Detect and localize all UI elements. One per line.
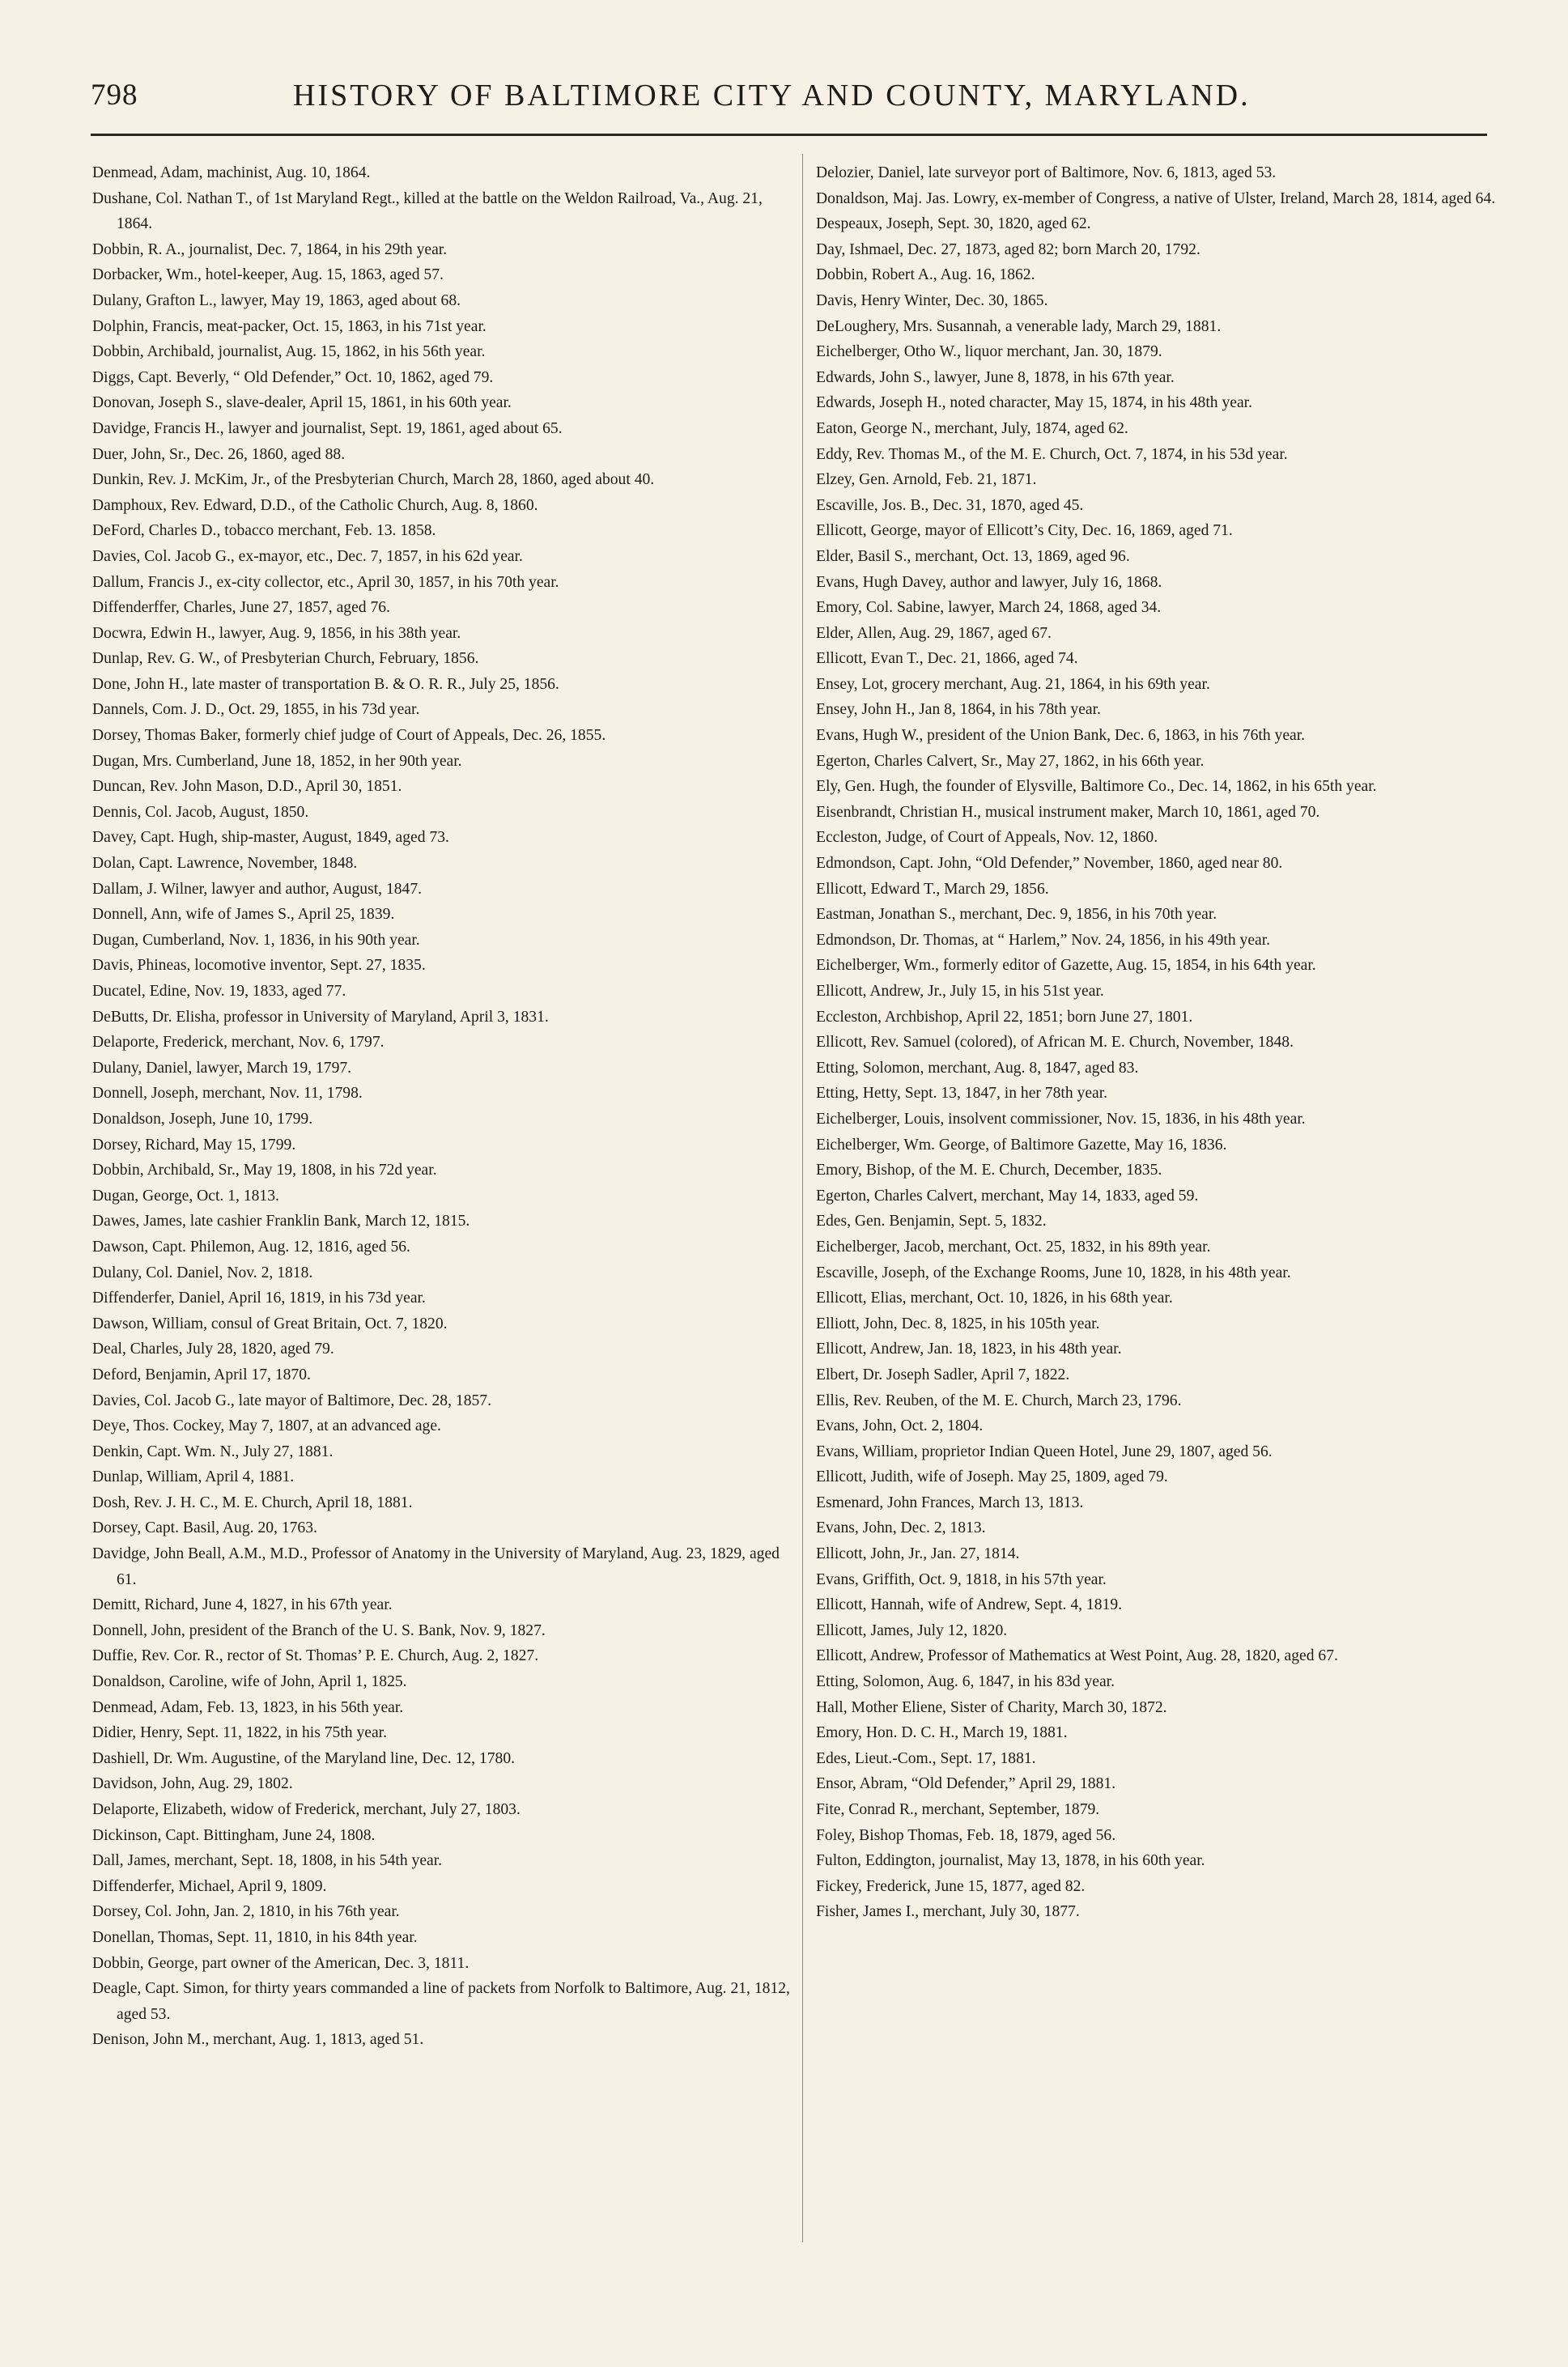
obituary-entry: Donnell, John, president of the Branch of the U. S. Bank, Nov. 9, 1827. [92, 1621, 546, 1639]
obituary-entry: Eccleston, Archbishop, April 22, 1851; born June 27, 1801. [816, 1008, 1193, 1026]
obituary-entry: Davis, Phineas, locomotive inventor, Sept. 27, 1835. [92, 957, 426, 975]
obituary-entry: Denison, John M., merchant, Aug. 1, 1813, aged 51. [92, 2031, 424, 2049]
right-column [816, 160, 1519, 1925]
obituary-entry: Edes, Lieut.-Com., Sept. 17, 1881. [816, 1749, 1036, 1767]
obituary-entry: Dugan, George, Oct. 1, 1813. [92, 1187, 279, 1205]
obituary-entry: Dawson, Capt. Philemon, Aug. 12, 1816, aged 56. [92, 1238, 410, 1256]
obituary-entry: Donaldson, Caroline, wife of John, April 1, 1825. [92, 1673, 407, 1691]
obituary-entry: Deford, Benjamin, April 17, 1870. [92, 1366, 311, 1383]
obituary-entry: Ensor, Abram, “Old Defender,” April 29, 1881. [816, 1775, 1116, 1793]
obituary-entry: Eichelberger, Wm., formerly editor of Gazette, Aug. 15, 1854, in his 64th year. [816, 957, 1316, 975]
obituary-entry: Edes, Gen. Benjamin, Sept. 5, 1832. [816, 1213, 1047, 1230]
obituary-entry: Delaporte, Elizabeth, widow of Frederick, merchant, July 27, 1803. [92, 1801, 521, 1818]
column-divider [802, 154, 803, 2242]
obituary-entry: Evans, Hugh W., president of the Union Bank, Dec. 6, 1863, in his 76th year. [816, 727, 1306, 745]
obituary-entry: Eaton, George N., merchant, July, 1874, aged 62. [816, 419, 1128, 437]
obituary-entry: Elliott, John, Dec. 8, 1825, in his 105th year. [816, 1315, 1100, 1332]
obituary-entry: Elder, Basil S., merchant, Oct. 13, 1869, aged 96. [816, 547, 1130, 565]
obituary-entry: Foley, Bishop Thomas, Feb. 18, 1879, aged 56. [816, 1826, 1116, 1844]
obituary-entry: Denmead, Adam, machinist, Aug. 10, 1864. [92, 164, 371, 181]
obituary-entry: Fite, Conrad R., merchant, September, 1879. [816, 1801, 1100, 1818]
obituary-entry: Dannels, Com. J. D., Oct. 29, 1855, in his 73d year. [92, 701, 420, 719]
obituary-entry: Donellan, Thomas, Sept. 11, 1810, in his 84th year. [92, 1928, 418, 1946]
obituary-entry: Dugan, Cumberland, Nov. 1, 1836, in his 90th year. [92, 931, 420, 949]
obituary-entry: Ellicott, Andrew, Professor of Mathematics at West Point, Aug. 28, 1820, aged 67. [816, 1647, 1338, 1665]
obituary-entry: Donaldson, Joseph, June 10, 1799. [92, 1110, 313, 1128]
obituary-entry: Edwards, Joseph H., noted character, May 15, 1874, in his 48th year. [816, 394, 1253, 412]
obituary-entry: Deagle, Capt. Simon, for thirty years commanded a line of packets from Norfolk to Baltimore, Aug. 21, 1812, aged 53. [92, 1980, 790, 2023]
obituary-entry: Eastman, Jonathan S., merchant, Dec. 9, 1856, in his 70th year. [816, 906, 1217, 924]
obituary-entry: Dickinson, Capt. Bittingham, June 24, 1808. [92, 1826, 376, 1844]
obituary-entry: Ellicott, James, July 12, 1820. [816, 1621, 1008, 1639]
obituary-entry: Denkin, Capt. Wm. N., July 27, 1881. [92, 1443, 334, 1460]
obituary-entry: Elder, Allen, Aug. 29, 1867, aged 67. [816, 624, 1052, 642]
obituary-entry: Davis, Henry Winter, Dec. 30, 1865. [816, 291, 1048, 309]
obituary-entry: Diggs, Capt. Beverly, “ Old Defender,” Oct. 10, 1862, aged 79. [92, 368, 494, 386]
obituary-entry: DeFord, Charles D., tobacco merchant, Feb. 13. 1858. [92, 522, 436, 540]
obituary-entry: Etting, Solomon, merchant, Aug. 8, 1847, aged 83. [816, 1059, 1139, 1077]
obituary-entry: Davidge, Francis H., lawyer and journalist, Sept. 19, 1861, aged about 65. [92, 419, 563, 437]
obituary-entry: Dobbin, George, part owner of the American, Dec. 3, 1811. [92, 1954, 470, 1972]
obituary-entry: Diffenderfer, Michael, April 9, 1809. [92, 1877, 327, 1895]
obituary-entry: Docwra, Edwin H., lawyer, Aug. 9, 1856, in his 38th year. [92, 624, 461, 642]
obituary-entry: Dorsey, Richard, May 15, 1799. [92, 1136, 296, 1154]
obituary-entry: Demitt, Richard, June 4, 1827, in his 67th year. [92, 1596, 393, 1614]
obituary-entry: Davies, Col. Jacob G., late mayor of Baltimore, Dec. 28, 1857. [92, 1392, 491, 1409]
obituary-entry: Evans, John, Dec. 2, 1813. [816, 1519, 986, 1537]
obituary-entry: Dorbacker, Wm., hotel-keeper, Aug. 15, 1863, aged 57. [92, 266, 444, 284]
obituary-entry: Esmenard, John Frances, March 13, 1813. [816, 1494, 1084, 1511]
obituary-entry: Egerton, Charles Calvert, Sr., May 27, 1862, in his 66th year. [816, 752, 1205, 770]
obituary-entry: Etting, Hetty, Sept. 13, 1847, in her 78th year. [816, 1085, 1108, 1103]
obituary-entry: Dugan, Mrs. Cumberland, June 18, 1852, in her 90th year. [92, 752, 462, 770]
obituary-entry: Ellicott, Andrew, Jan. 18, 1823, in his 48th year. [816, 1341, 1122, 1358]
obituary-entry: Donovan, Joseph S., slave-dealer, April 15, 1861, in his 60th year. [92, 394, 512, 412]
obituary-entry: Ellicott, Edward T., March 29, 1856. [816, 880, 1049, 898]
obituary-entry: Fulton, Eddington, journalist, May 13, 1878, in his 60th year. [816, 1852, 1205, 1870]
obituary-entry: Dorsey, Capt. Basil, Aug. 20, 1763. [92, 1519, 317, 1537]
obituary-entry: Delozier, Daniel, late surveyor port of Baltimore, Nov. 6, 1813, aged 53. [816, 164, 1277, 181]
obituary-entry: Dunlap, Rev. G. W., of Presbyterian Church, February, 1856. [92, 650, 479, 668]
obituary-entry: Duffie, Rev. Cor. R., rector of St. Thomas’ P. E. Church, Aug. 2, 1827. [92, 1647, 539, 1665]
obituary-entry: Deal, Charles, July 28, 1820, aged 79. [92, 1341, 334, 1358]
obituary-entry: Escaville, Joseph, of the Exchange Rooms, June 10, 1828, in his 48th year. [816, 1264, 1291, 1281]
obituary-entry: Dobbin, Robert A., Aug. 16, 1862. [816, 266, 1035, 284]
obituary-entry: Denmead, Adam, Feb. 13, 1823, in his 56th year. [92, 1698, 404, 1716]
obituary-entry: Dolphin, Francis, meat-packer, Oct. 15, 1863, in his 71st year. [92, 317, 487, 335]
obituary-entry: Dulany, Daniel, lawyer, March 19, 1797. [92, 1059, 352, 1077]
obituary-entry: Davidson, John, Aug. 29, 1802. [92, 1775, 293, 1793]
obituary-entry: Elbert, Dr. Joseph Sadler, April 7, 1822. [816, 1366, 1070, 1383]
obituary-entry: Diffenderffer, Charles, June 27, 1857, aged 76. [92, 599, 390, 617]
obituary-entry: Escaville, Jos. B., Dec. 31, 1870, aged 45. [816, 496, 1084, 514]
obituary-entry: Dobbin, Archibald, journalist, Aug. 15, 1862, in his 56th year. [92, 343, 486, 361]
obituary-entry: Evans, Hugh Davey, author and lawyer, July 16, 1868. [816, 573, 1162, 591]
obituary-entry: Duncan, Rev. John Mason, D.D., April 30, 1851. [92, 778, 402, 796]
obituary-entry: Ensey, Lot, grocery merchant, Aug. 21, 1864, in his 69th year. [816, 675, 1210, 693]
obituary-entry: Dorsey, Col. John, Jan. 2, 1810, in his 76th year. [92, 1903, 400, 1921]
header-rule [91, 134, 1487, 136]
obituary-entry: Evans, William, proprietor Indian Queen Hotel, June 29, 1807, aged 56. [816, 1443, 1273, 1460]
obituary-entry: Eichelberger, Louis, insolvent commissioner, Nov. 15, 1836, in his 48th year. [816, 1110, 1306, 1128]
obituary-entry: Dosh, Rev. J. H. C., M. E. Church, April 18, 1881. [92, 1494, 413, 1511]
obituary-entry: Dallam, J. Wilner, lawyer and author, August, 1847. [92, 880, 423, 898]
page-number: 798 [91, 79, 138, 112]
obituary-entry: Dunlap, William, April 4, 1881. [92, 1468, 295, 1486]
obituary-entry: Donaldson, Maj. Jas. Lowry, ex-member of Congress, a native of Ulster, Ireland, March 28, 1814, aged 64. [816, 189, 1496, 207]
obituary-entry: Eichelberger, Jacob, merchant, Oct. 25, 1832, in his 89th year. [816, 1238, 1211, 1256]
obituary-entry: Damphoux, Rev. Edward, D.D., of the Catholic Church, Aug. 8, 1860. [92, 496, 538, 514]
obituary-entry: Ellicott, Elias, merchant, Oct. 10, 1826, in his 68th year. [816, 1290, 1173, 1307]
obituary-entry: Ensey, John H., Jan 8, 1864, in his 78th year. [816, 701, 1101, 719]
obituary-entry: Despeaux, Joseph, Sept. 30, 1820, aged 62. [816, 215, 1091, 233]
obituary-entry: Dulany, Col. Daniel, Nov. 2, 1818. [92, 1264, 313, 1281]
obituary-entry: Ellicott, Andrew, Jr., July 15, in his 51st year. [816, 983, 1104, 1000]
obituary-entry: Delaporte, Frederick, merchant, Nov. 6, 1797. [92, 1034, 385, 1052]
obituary-entry: Emory, Hon. D. C. H., March 19, 1881. [816, 1724, 1068, 1742]
obituary-entry: DeButts, Dr. Elisha, professor in University of Maryland, April 3, 1831. [92, 1008, 549, 1026]
obituary-entry: Elzey, Gen. Arnold, Feb. 21, 1871. [816, 471, 1037, 489]
running-title: HISTORY OF BALTIMORE CITY AND COUNTY, MARYLAND. [293, 79, 1251, 113]
obituary-entry: Dulany, Grafton L., lawyer, May 19, 1863, aged about 68. [92, 291, 461, 309]
obituary-entry: Day, Ishmael, Dec. 27, 1873, aged 82; born March 20, 1792. [816, 240, 1200, 258]
obituary-entry: Fisher, James I., merchant, July 30, 1877. [816, 1903, 1080, 1921]
obituary-entry: Hall, Mother Eliene, Sister of Charity, March 30, 1872. [816, 1698, 1167, 1716]
obituary-entry: Davidge, John Beall, A.M., M.D., Professor of Anatomy in the University of Maryland, Aug. 23, 1829, aged 61. [92, 1545, 780, 1588]
obituary-entry: Eccleston, Judge, of Court of Appeals, Nov. 12, 1860. [816, 829, 1158, 847]
obituary-entry: Donnell, Joseph, merchant, Nov. 11, 1798. [92, 1085, 363, 1103]
obituary-entry: Dolan, Capt. Lawrence, November, 1848. [92, 855, 358, 873]
obituary-entry: Diffenderfer, Daniel, April 16, 1819, in his 73d year. [92, 1290, 426, 1307]
obituary-entry: Ellicott, Rev. Samuel (colored), of African M. E. Church, November, 1848. [816, 1034, 1294, 1052]
obituary-entry: Fickey, Frederick, June 15, 1877, aged 82. [816, 1877, 1086, 1895]
obituary-entry: Dobbin, Archibald, Sr., May 19, 1808, in his 72d year. [92, 1162, 437, 1179]
obituary-entry: Dorsey, Thomas Baker, formerly chief judge of Court of Appeals, Dec. 26, 1855. [92, 727, 606, 745]
obituary-entry: Dallum, Francis J., ex-city collector, etc., April 30, 1857, in his 70th year. [92, 573, 559, 591]
obituary-entry: Ducatel, Edine, Nov. 19, 1833, aged 77. [92, 983, 346, 1000]
obituary-entry: Davies, Col. Jacob G., ex-mayor, etc., Dec. 7, 1857, in his 62d year. [92, 547, 523, 565]
obituary-entry: Edmondson, Capt. John, “Old Defender,” November, 1860, aged near 80. [816, 855, 1283, 873]
obituary-entry: Edmondson, Dr. Thomas, at “ Harlem,” Nov. 24, 1856, in his 49th year. [816, 931, 1271, 949]
obituary-entry: Dunkin, Rev. J. McKim, Jr., of the Presbyterian Church, March 28, 1860, aged about 40. [92, 471, 655, 489]
obituary-entry: Done, John H., late master of transportation B. & O. R. R., July 25, 1856. [92, 675, 559, 693]
obituary-entry: Dennis, Col. Jacob, August, 1850. [92, 803, 309, 821]
obituary-entry: Ellicott, Evan T., Dec. 21, 1866, aged 74. [816, 650, 1078, 668]
obituary-entry: Dawson, William, consul of Great Britain, Oct. 7, 1820. [92, 1315, 448, 1332]
obituary-entry: Dushane, Col. Nathan T., of 1st Maryland Regt., killed at the battle on the Weldon Railroad, Va., Aug. 21, 1864. [92, 189, 763, 233]
obituary-entry: Emory, Bishop, of the M. E. Church, December, 1835. [816, 1162, 1162, 1179]
obituary-entry: Dall, James, merchant, Sept. 18, 1808, in his 54th year. [92, 1852, 443, 1870]
left-column [92, 160, 793, 2053]
obituary-entry: Eddy, Rev. Thomas M., of the M. E. Church, Oct. 7, 1874, in his 53d year. [816, 445, 1288, 463]
obituary-entry: Eichelberger, Otho W., liquor merchant, Jan. 30, 1879. [816, 343, 1162, 361]
obituary-entry: Ellicott, George, mayor of Ellicott’s City, Dec. 16, 1869, aged 71. [816, 522, 1233, 540]
obituary-entry: Ellis, Rev. Reuben, of the M. E. Church, March 23, 1796. [816, 1392, 1182, 1409]
page-header [91, 71, 1483, 120]
obituary-entry: Ely, Gen. Hugh, the founder of Elysville, Baltimore Co., Dec. 14, 1862, in his 65th year. [816, 778, 1377, 796]
obituary-entry: Egerton, Charles Calvert, merchant, May 14, 1833, aged 59. [816, 1187, 1199, 1205]
obituary-entry: Didier, Henry, Sept. 11, 1822, in his 75th year. [92, 1724, 388, 1742]
obituary-entry: Edwards, John S., lawyer, June 8, 1878, in his 67th year. [816, 368, 1175, 386]
obituary-entry: Dashiell, Dr. Wm. Augustine, of the Maryland line, Dec. 12, 1780. [92, 1749, 516, 1767]
obituary-entry: Ellicott, Hannah, wife of Andrew, Sept. 4, 1819. [816, 1596, 1123, 1614]
obituary-entry: Eisenbrandt, Christian H., musical instrument maker, March 10, 1861, aged 70. [816, 803, 1320, 821]
obituary-entry: Duer, John, Sr., Dec. 26, 1860, aged 88. [92, 445, 346, 463]
obituary-entry: Ellicott, Judith, wife of Joseph. May 25, 1809, aged 79. [816, 1468, 1168, 1486]
obituary-entry: Eichelberger, Wm. George, of Baltimore Gazette, May 16, 1836. [816, 1136, 1227, 1154]
obituary-entry: Evans, Griffith, Oct. 9, 1818, in his 57th year. [816, 1570, 1107, 1588]
obituary-entry: DeLoughery, Mrs. Susannah, a venerable lady, March 29, 1881. [816, 317, 1222, 335]
obituary-entry: Donnell, Ann, wife of James S., April 25, 1839. [92, 906, 395, 924]
obituary-entry: Emory, Col. Sabine, lawyer, March 24, 1868, aged 34. [816, 599, 1162, 617]
obituary-entry: Dobbin, R. A., journalist, Dec. 7, 1864, in his 29th year. [92, 240, 448, 258]
obituary-entry: Dawes, James, late cashier Franklin Bank, March 12, 1815. [92, 1213, 470, 1230]
obituary-entry: Davey, Capt. Hugh, ship-master, August, 1849, aged 73. [92, 829, 449, 847]
obituary-entry: Evans, John, Oct. 2, 1804. [816, 1417, 984, 1435]
obituary-entry: Ellicott, John, Jr., Jan. 27, 1814. [816, 1545, 1020, 1563]
obituary-entry: Deye, Thos. Cockey, May 7, 1807, at an advanced age. [92, 1417, 441, 1435]
obituary-entry: Etting, Solomon, Aug. 6, 1847, in his 83d year. [816, 1673, 1115, 1691]
